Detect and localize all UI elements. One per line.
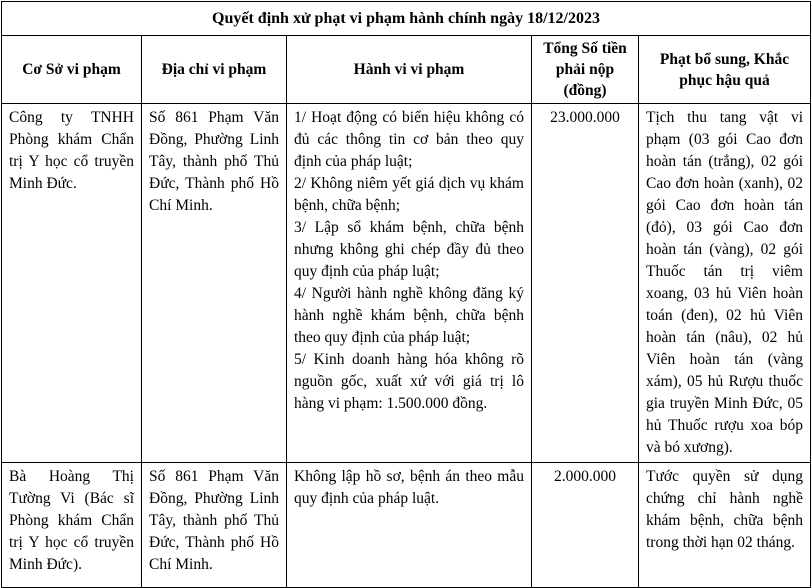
header-amount: Tổng Số tiền phải nộp (đồng) bbox=[532, 36, 639, 104]
address-cell: Số 861 Phạm Văn Đồng, Phường Linh Tây, thành phố Thủ Đức, Thành phố Hồ Chí Minh. bbox=[142, 463, 287, 588]
header-row bbox=[2, 36, 811, 104]
table-row bbox=[2, 104, 811, 463]
header-address: Địa chỉ vi phạm bbox=[142, 36, 287, 104]
additional-cell: Tước quyền sử dụng chứng chỉ hành nghề khám bệnh, chữa bệnh trong thời hạn 02 tháng. bbox=[639, 463, 811, 588]
address-cell: Số 861 Phạm Văn Đồng, Phường Linh Tây, thành phố Thủ Đức, Thành phố Hồ Chí Minh. bbox=[142, 104, 287, 463]
violation-item: Không lập hồ sơ, bệnh án theo mẫu quy định của pháp luật. bbox=[294, 468, 524, 507]
additional-cell: Tịch thu tang vật vi phạm (03 gói Cao đơn hoàn tán (trắng), 02 gói Cao đơn hoàn (xanh), 02 gói Cao đơn hoàn tán (đỏ), 03 gói Cao đơn hoàn tán (vàng), 02 gói Thuốc tán trị viêm xoang, 03 hủ Viên hoàn toán (đen), 02 hủ Viên hoàn tán (nâu), 02 hủ Viên hoàn tán (vàng xám), 05 hủ Rượu thuốc gia truyền Minh Đức, 05 hủ Thuốc rượu xoa bóp và bó xương). bbox=[639, 104, 811, 463]
violation-item: 3/ Lập sổ khám bệnh, chữa bệnh nhưng không ghi chép đầy đủ theo quy định của pháp luật; bbox=[294, 219, 524, 280]
table-row bbox=[2, 463, 811, 588]
violation-item: 2/ Không niêm yết giá dịch vụ khám bệnh, chữa bệnh; bbox=[294, 175, 524, 214]
header-facility: Cơ Sở vi phạm bbox=[2, 36, 142, 104]
violation-item: 5/ Kinh doanh hàng hóa không rõ nguồn gốc, xuất xứ với giá trị lô hàng vi phạm: 1.500.000 đồng. bbox=[294, 351, 524, 412]
violation-item: 1/ Hoạt động có biển hiệu không có đủ các thông tin cơ bản theo quy định của pháp luật; bbox=[294, 109, 524, 170]
facility-cell: Bà Hoàng Thị Tường Vi (Bác sĩ Phòng khám Chẩn trị Y học cổ truyền Minh Đức). bbox=[2, 463, 142, 588]
violations-cell bbox=[287, 463, 532, 588]
amount-cell: 23.000.000 bbox=[532, 104, 639, 463]
amount-cell: 2.000.000 bbox=[532, 463, 639, 588]
header-additional: Phạt bổ sung, Khắc phục hậu quả bbox=[639, 36, 811, 104]
header-violations: Hành vi vi phạm bbox=[287, 36, 532, 104]
facility-cell: Công ty TNHH Phòng khám Chẩn trị Y học cổ truyền Minh Đức. bbox=[2, 104, 142, 463]
violations-cell bbox=[287, 104, 532, 463]
violation-table bbox=[1, 1, 811, 588]
table-title: Quyết định xử phạt vi phạm hành chính ngày 18/12/2023 bbox=[2, 2, 811, 36]
violation-item: 4/ Người hành nghề không đăng ký hành nghề khám bệnh, chữa bệnh theo quy định của pháp luật; bbox=[294, 285, 524, 346]
